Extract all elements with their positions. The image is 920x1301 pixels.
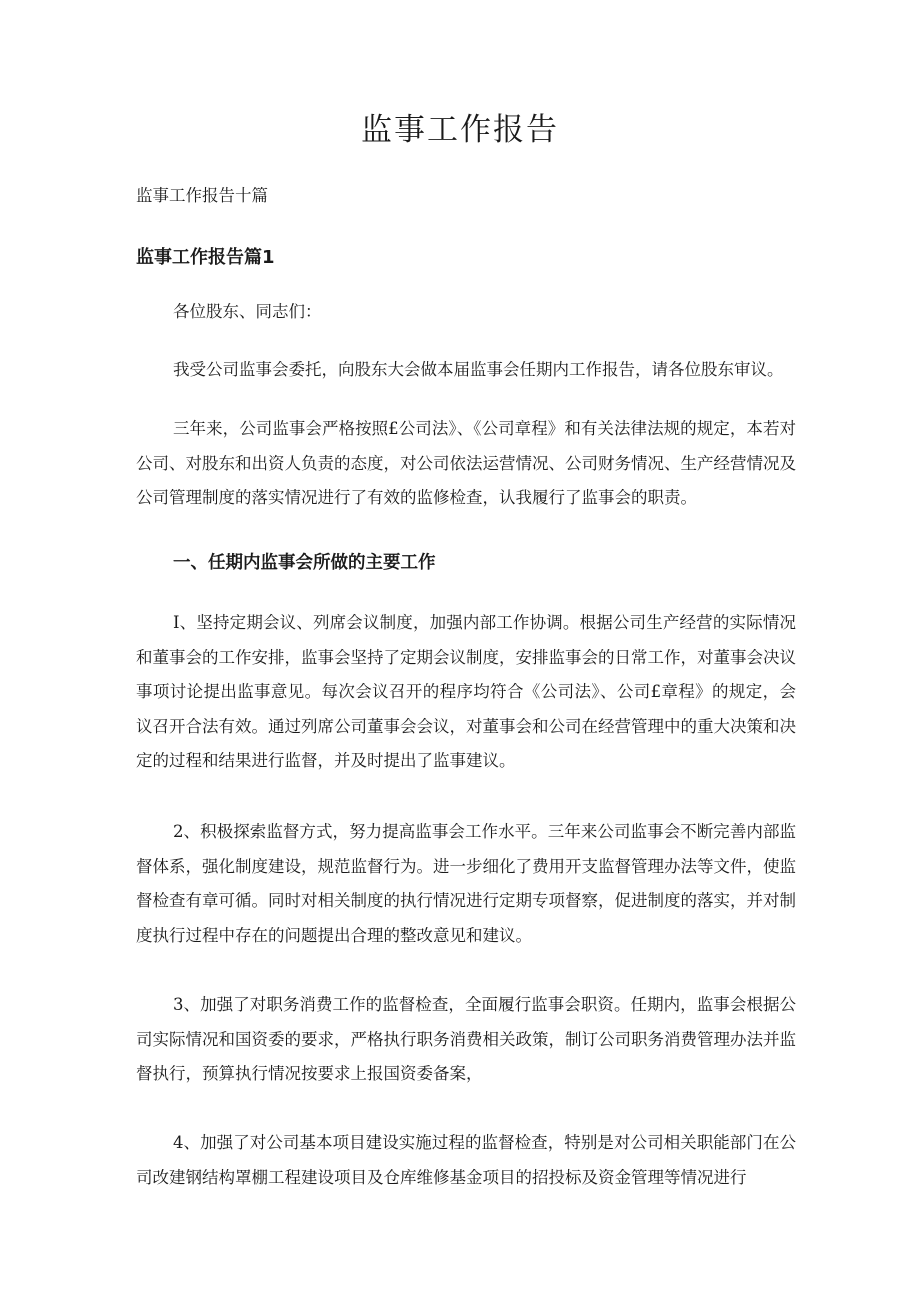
sub-heading: 一、任期内监事会所做的主要工作	[173, 553, 436, 573]
greeting-paragraph: 各位股东、同志们：	[173, 302, 322, 321]
work-item-3: 3、加强了对职务消费工作的监督检查，全面履行监事会职资。任期内，监事会根据公司实际情况和国资委的要求，严格执行职务消费相关政策，制订公司职务消费管理办法并监督执行，预算执行情况按要求上报国资委备案，	[136, 995, 796, 1083]
work-item-2: 2、积极探索监督方式，努力提高监事会工作水平。三年来公司监事会不断完善内部监督体系，强化制度建设，规范监督行为。进一步细化了费用开支监督管理办法等文件，使监督检查有章可循。同时对相关制度的执行情况进行定期专项督察，促进制度的落实，并对制度执行过程中存在的问题提出合理的整改意见和建议。	[136, 822, 796, 945]
work-item-1: I、坚持定期会议、列席会议制度，加强内部工作协调。根据公司生产经营的实际情况和董事会的工作安排，监事会坚持了定期会议制度，安排监事会的日常工作，对董事会决议事项讨论提出监事意见。每次会议召开的程序均符合《公司法》、公司£章程》的规定，会议召开合法有效。通过列席公司董事会会议，对董事会和公司在经营管理中的重大决策和决定的过程和结果进行监督，并及时提出了监事建议。	[136, 613, 796, 770]
section-heading: 监事工作报告篇1	[136, 247, 275, 268]
work-item-4: 4、加强了对公司基本项目建设实施过程的监督检查，特别是对公司相关职能部门在公司改建钢结构罩棚工程建设项目及仓库维修基金项目的招投标及资金管理等情况进行	[136, 1133, 796, 1187]
intro-paragraph: 我受公司监事会委托，向股东大会做本届监事会任期内工作报告，请各位股东审议。	[173, 360, 784, 379]
document-title: 监事工作报告	[361, 112, 559, 148]
overview-paragraph: 三年来，公司监事会严格按照£公司法》、《公司章程》和有关法律法规的规定，本若对公司、对股东和出资人负责的态度，对公司依法运营情况、公司财务情况、生产经营情况及公司管理制度的落实情况进行了有效的监修检查，认我履行了监事会的职责。	[136, 419, 796, 507]
document-subtitle: 监事工作报告十篇	[136, 186, 268, 205]
